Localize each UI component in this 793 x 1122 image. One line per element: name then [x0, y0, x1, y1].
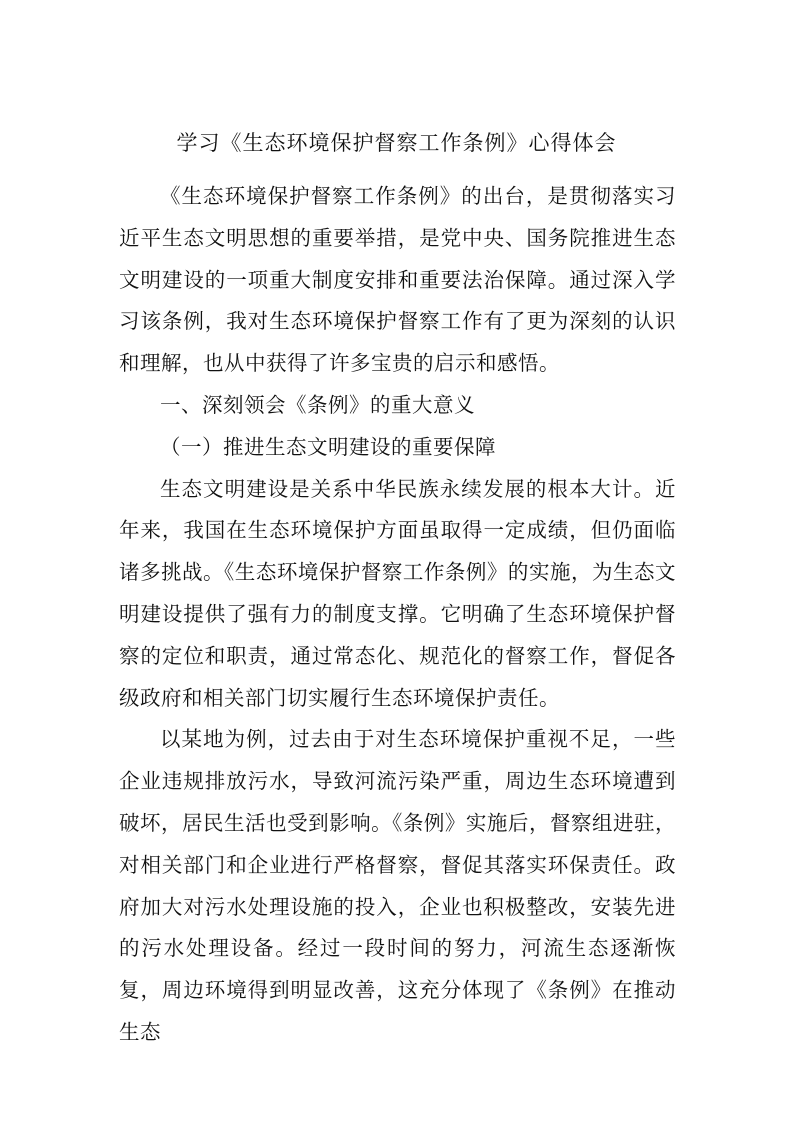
- paragraph-body-1: 生态文明建设是关系中华民族永续发展的根本大计。近年来，我国在生态环境保护方面虽取得一定成绩，但仍面临诸多挑战。《生态环境保护督察工作条例》的实施，为生态文明建设提供了强有力的制度支撑。它明确了生态环境保护督察的定位和职责，通过常态化、规范化的督察工作，督促各级政府和相关部门切实履行生态环境保护责任。: [119, 476, 676, 710]
- subsection-heading-1: （一）推进生态文明建设的重要保障: [160, 434, 496, 459]
- paragraph-intro: 《生态环境保护督察工作条例》的出台，是贯彻落实习近平生态文明思想的重要举措，是党中央、国务院推进生态文明建设的一项重大制度安排和重要法治保障。通过深入学习该条例，我对生态环境保护督察工作有了更为深刻的认识和理解，也从中获得了许多宝贵的启示和感悟。: [119, 184, 676, 376]
- document-body: [119, 176, 676, 1054]
- paragraph-body-2: 以某地为例，过去由于对生态环境保护重视不足，一些企业违规排放污水，导致河流污染严重，周边生态环境遭到破坏，居民生活也受到影响。《条例》实施后，督察组进驻，对相关部门和企业进行严格督察，督促其落实环保责任。政府加大对污水处理设施的投入，企业也积极整改，安装先进的污水处理设备。经过一段时间的努力，河流生态逐渐恢复，周边环境得到明显改善，这充分体现了《条例》在推动生态: [119, 727, 676, 1044]
- document-title: 学习《生态环境保护督察工作条例》心得体会: [176, 131, 617, 155]
- section-heading-1: 一、深刻领会《条例》的重大意义: [160, 392, 475, 417]
